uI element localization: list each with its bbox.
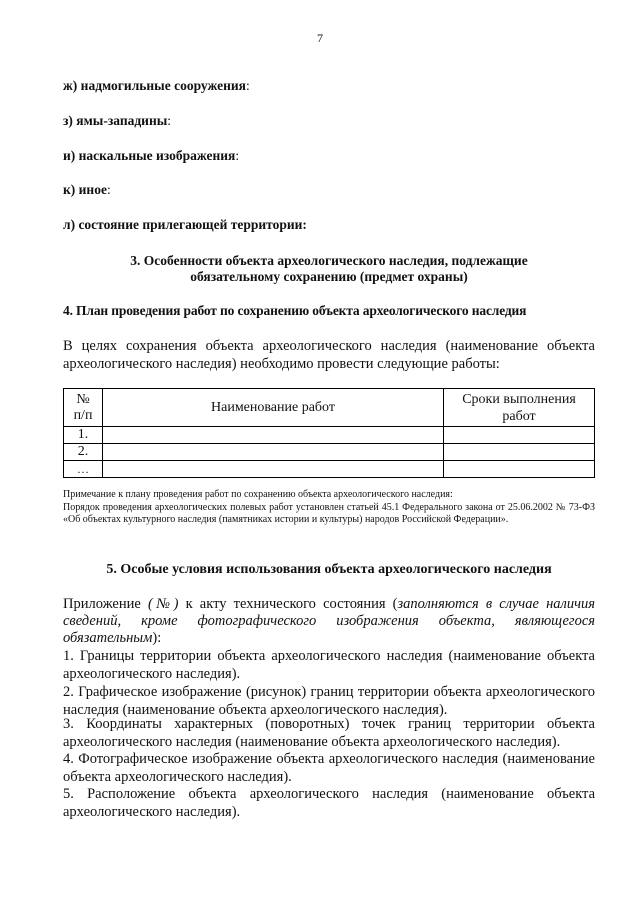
plan-note xyxy=(63,489,595,527)
item-rock-art: и) наскальные изображения: xyxy=(63,148,240,163)
row-deadline-cell[interactable] xyxy=(444,461,595,478)
section5-title: 5. Особые условия использования объекта археологического наследия xyxy=(106,562,552,577)
item-adjacent-territory: л) состояние прилегающей территории: xyxy=(63,217,307,232)
col-header-deadline: Сроки выполнения работ xyxy=(444,389,595,427)
appendix-item-2: 2. Графическое изображение (рисунок) границ территории объекта археологического наследия (наименование объекта археологического наследия). xyxy=(63,684,595,718)
section4-title: 4. План проведения работ по сохранению объекта археологического наследия xyxy=(63,303,527,318)
appendix-item-1: 1. Границы территории объекта археологического наследия (наименование объекта археологического наследия). xyxy=(63,648,595,682)
col-header-num: № п/п xyxy=(64,389,103,427)
note-text: Порядок проведения археологических полевых работ установлен статьей 45.1 Федерального закона от 25.06.2002 № 73-ФЗ «Об объектах культурного наследия (памятниках истории и культуры) народов Российской Федерации». xyxy=(63,501,595,525)
appendix-item-4: 4. Фотографическое изображение объекта археологического наследия (наименование объекта археологического наследия). xyxy=(63,751,595,785)
page-number: 7 xyxy=(317,31,323,45)
table-row xyxy=(64,461,595,478)
row-num: 1. xyxy=(64,427,103,444)
row-deadline-cell[interactable] xyxy=(444,427,595,444)
section4-intro: В целях сохранения объекта археологического наследия (наименование объекта археологического наследия) необходимо провести следующие работы: xyxy=(63,338,595,372)
row-num: … xyxy=(64,461,103,478)
item-tombstones: ж) надмогильные сооружения: xyxy=(63,78,250,93)
works-table xyxy=(63,388,595,478)
col-header-name: Наименование работ xyxy=(103,389,444,427)
table-row xyxy=(64,427,595,444)
appendix-intro: Приложение (№) к акту технического состояния (заполняются в случае наличия сведений, кроме фотографического изображения объекта, являющегося обязательным): xyxy=(63,596,595,646)
row-name-cell[interactable] xyxy=(103,444,444,461)
appendix-item-3: 3. Координаты характерных (поворотных) точек границ территории объекта археологического наследия (наименование объекта археологического наследия). xyxy=(63,716,595,750)
table-row xyxy=(64,444,595,461)
row-num: 2. xyxy=(64,444,103,461)
appendix-item-5: 5. Расположение объекта археологического наследия (наименование объекта археологического наследия). xyxy=(63,786,595,820)
row-name-cell[interactable] xyxy=(103,427,444,444)
item-other: к) иное: xyxy=(63,182,111,197)
note-title: Примечание к плану проведения работ по сохранению объекта археологического наследия: xyxy=(63,489,453,500)
row-deadline-cell[interactable] xyxy=(444,444,595,461)
section3-title: 3. Особенности объекта археологического наследия, подлежащие обязательному сохранению (предмет охраны) xyxy=(130,253,528,284)
row-name-cell[interactable] xyxy=(103,461,444,478)
item-pits: з) ямы-западины: xyxy=(63,113,172,128)
